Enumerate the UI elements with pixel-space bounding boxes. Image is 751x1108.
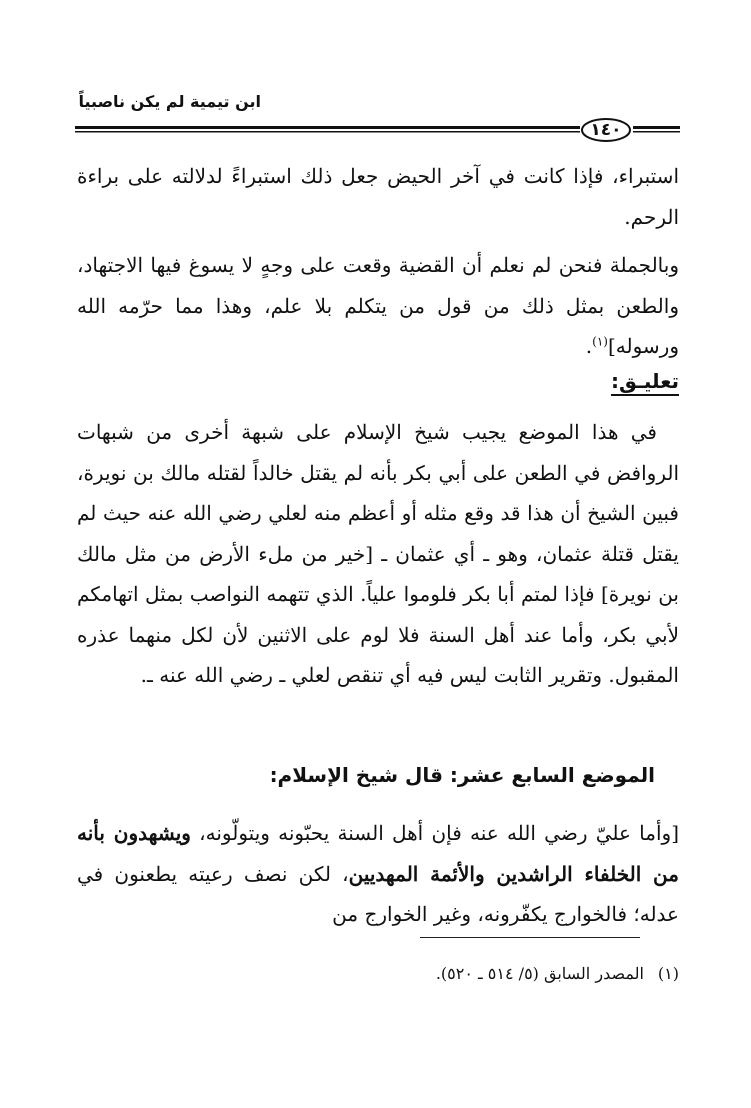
- footnote-number: (١): [657, 964, 679, 983]
- footnote-separator: [420, 937, 640, 938]
- paragraph-2: [77, 245, 679, 367]
- paragraph-2-end: .: [585, 334, 593, 358]
- footnote-marker: (١): [592, 334, 608, 349]
- paragraph-1: استبراء، فإذا كانت في آخر الحيض جعل ذلك استبراءً لدلالته على براءة الرحم.: [77, 164, 679, 229]
- commentary-heading: تعليـق:: [611, 369, 679, 393]
- paragraph-2-text: وبالجملة فنحن لم نعلم أن القضية وقعت على وجهٍ لا يسوغ فيها الاجتهاد، والطعن بمثل ذلك من قول من يتكلم بلا علم، وهذا مما حرّمه الله ورسوله]: [77, 253, 679, 358]
- quote-paragraph: [77, 813, 679, 935]
- page-number: ١٤٠: [590, 120, 622, 140]
- section-heading: الموضع السابع عشر: قال شيخ الإسلام:: [269, 763, 655, 787]
- quote-part-c: ، لكن نصف رعيته يطعنون في عدله؛ فالخوارج يكفّرونه، وغير الخوارج من: [77, 861, 679, 926]
- running-title: ابن تيمية لم يكن ناصبياً: [78, 92, 261, 111]
- paragraph-3: في هذا الموضع يجيب شيخ الإسلام على شبهة أخرى من شبهات الروافض في الطعن على أبي بكر بأنه لم يقتل خالداً لقتله مالك بن نويرة، فبين الشيخ أن هذا قد وقع مثله أو أعظم منه لعلي رضي الله عنه حيث لم يقتل قتلة عثمان، وهو ـ أي عثمان ـ [خير من ملء الأرض من مثل مالك بن نويرة] فإذا لمتم أبا بكر فلوموا علياً. الذي تتهمه النواصب بمثل اتهامكم لأبي بكر، وأما عند أهل السنة فلا لوم على الاثنين لأن لكل منهما عذره المقبول. وتقرير الثابت ليس فيه أي تنقص لعلي ـ رضي الله عنه ـ.: [77, 420, 679, 687]
- quote-part-a: [وأما عليّ رضي الله عنه فإن أهل السنة يحبّونه ويتولّونه،: [190, 821, 679, 845]
- footnote: [436, 962, 679, 986]
- quote-part-bold: ويشهدون بأنه من الخلفاء الراشدين والأئمة المهديين: [77, 821, 679, 886]
- footnote-text: المصدر السابق (٥/ ٥١٤ ـ ٥٢٠).: [435, 964, 644, 983]
